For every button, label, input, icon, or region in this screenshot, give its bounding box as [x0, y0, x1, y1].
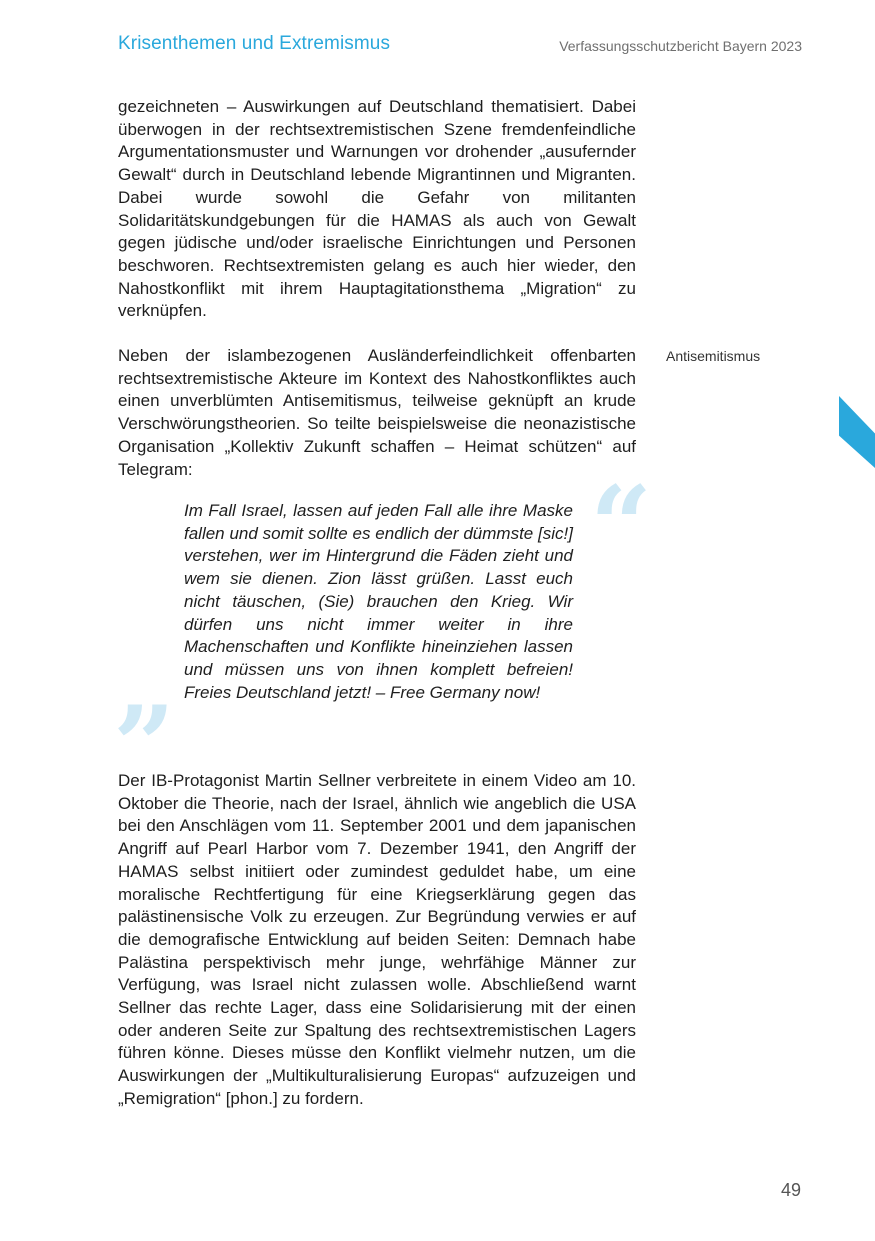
body-paragraph-2: Neben der islambezogenen Ausländerfeindlichkeit offenbarten rechtsextremistische Akteure im Kontext des Nahostkonfliktes auch einen unverblümten Antisemitismus, teilweise geknüpft an krude Verschwörungstheorien. So teilte beispielsweise die neonazistische Organisation „Kollektiv Zukunft schaffen – Heimat schützen“ auf Telegram: [118, 346, 636, 479]
body-paragraph-1: gezeichneten – Auswirkungen auf Deutschland thematisiert. Dabei überwogen in der rechtsextremistischen Szene fremdenfeindliche Argumentationsmuster und Warnungen vor drohender „ausufernder Gewalt“ durch in Deutschland lebende Migrantinnen und Migranten. Dabei wurde sowohl die Gefahr von militanten Solidaritätskundgebungen für die HAMAS als auch von Gewalt gegen jüdische und/oder israelische Einrichtungen und Personen beschworen. Rechtsextremisten gelang es auch hier wieder, den Nahostkonflikt mit ihrem Hauptagitationsthema „Migration“ zu verknüpfen. [118, 97, 636, 321]
body-paragraph-3: Der IB-Protagonist Martin Sellner verbreitete in einem Video am 10. Oktober die Theorie, nach der Israel, ähnlich wie angeblich die USA bei den Anschlägen vom 11. September 2001 und dem japanischen Angriff auf Pearl Harbor vom 7. Dezember 1941, den Angriff der HAMAS selbst initiiert oder zumindest geduldet habe, um eine moralische Rechtfertigung für eine Kriegserklärung gegen das palästinensische Volk zu erzeugen. Zur Begründung verwies er auf die demografische Entwicklung auf beiden Seiten: Demnach habe Palästina perspektivisch mehr junge, wehrfähige Männer zur Verfügung, was Israel nicht zulassen wolle. Abschließend warnt Sellner das rechte Lager, dass eine Solidarisierung mit der einen oder anderen Seite zur Spaltung des rechtsextremistischen Lagers führen könne. Dieses müsse den Konflikt vielmehr nutzen, um die Auswirkungen der „Multikulturalisierung Europas“ aufzuzeigen und „Remigration“ [phon.] zu fordern. [118, 771, 636, 1108]
close-quote-icon: ” [113, 683, 176, 809]
section-title: Krisenthemen und Extremismus [118, 33, 391, 54]
document-title: Verfassungsschutzbericht Bayern 2023 [559, 38, 802, 54]
margin-note-antisemitismus: Antisemitismus [666, 348, 761, 364]
page-number: 49 [780, 1180, 801, 1200]
open-quote-icon: “ [590, 463, 653, 589]
block-quote: Im Fall Israel, lassen auf jeden Fall alle ihre Maske fallen und somit sollte es endlich der dümmste [sic!] verstehen, wer im Hintergrund die Fäden zieht und wem sie dienen. Zion lässt grüßen. Lasst euch nicht täuschen, (Sie) brauchen den Krieg. Wir dürfen uns nicht immer weiter in ihre Machenschaften und Konflikte hineinziehen lassen und müssen uns von ihnen komplett befreien! Freies Deutschland jetzt! – Free Germany now! [184, 501, 573, 702]
chapter-tab-marker [839, 396, 875, 468]
